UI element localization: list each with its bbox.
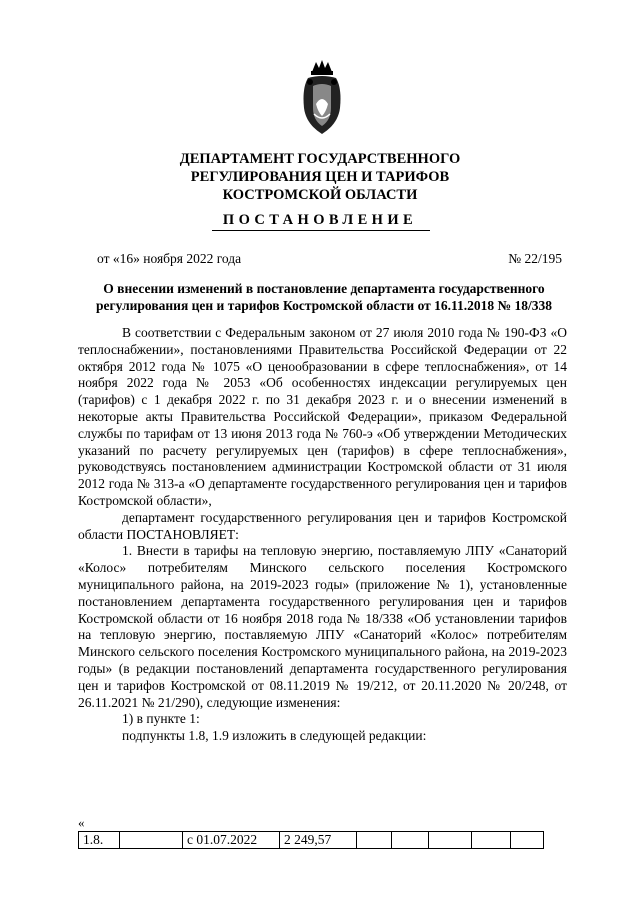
paragraph-subitems-edit: подпункты 1.8, 1.9 изложить в следующей редакции: xyxy=(122,728,427,744)
table-cell xyxy=(120,832,183,849)
org-line-1: ДЕПАРТАМЕНТ ГОСУДАРСТВЕННОГО xyxy=(179,151,461,167)
paragraph-subitem-1: 1) в пункте 1: xyxy=(122,711,200,727)
table-cell xyxy=(511,832,544,849)
document-number: № 22/195 xyxy=(508,251,562,266)
issuing-authority xyxy=(0,150,640,204)
table-cell xyxy=(357,832,392,849)
org-line-3: КОСТРОМСКОЙ ОБЛАСТИ xyxy=(222,187,418,203)
quote-mark: « xyxy=(78,815,85,830)
paragraph-item-1: 1. Внести в тарифы на тепловую энергию, поставляемую ЛПУ «Санаторий «Колос» потребителям Минского сельского поселения Костромского муниципального района, на 2019-2023 годы» (приложение № 1), установленные постановлением департамента государственного регулирования цен и тарифов Костромской области от 16 ноября 2018 года № 18/338 «Об установлении тарифов на тепловую энергию, поставляемую ЛПУ «Санаторий «Колос» потребителям Минского сельского поселения Костромского муниципального района, на 2019-2023 годы» (в редакции постановлений департамента государственного регулирования цен и тарифов Костромской от 08.11.2019 № 19/212, от 20.11.2020 № 20/248, от 26.11.2021 № 21/290), следующие изменения: xyxy=(78,543,567,710)
table-cell xyxy=(392,832,429,849)
document-body xyxy=(78,325,567,745)
table-row xyxy=(79,832,544,849)
title-line-2: регулирования цен и тарифов Костромской области от 16.11.2018 № 18/338 xyxy=(96,298,552,313)
document-title xyxy=(80,280,568,314)
document-type: ПОСТАНОВЛЕНИЕ xyxy=(222,212,418,228)
paragraph-resolves: департамент государственного регулирования цен и тарифов Костромской области ПОСТАНОВЛЯЕТ: xyxy=(78,509,567,542)
table-cell: 1.8. xyxy=(79,832,120,849)
table-cell xyxy=(429,832,472,849)
coat-of-arms-icon xyxy=(300,58,344,138)
tariff-table xyxy=(78,831,544,849)
coat-of-arms-emblem xyxy=(300,58,344,138)
title-line-1: О внесении изменений в постановление департамента государственного xyxy=(103,281,545,296)
table-cell xyxy=(472,832,511,849)
heading-underline xyxy=(212,230,430,231)
document-date: от «16» ноября 2022 года xyxy=(97,251,242,266)
org-line-2: РЕГУЛИРОВАНИЯ ЦЕН И ТАРИФОВ xyxy=(190,169,450,185)
table-cell: 2 249,57 xyxy=(280,832,357,849)
paragraph-legal-basis: В соответствии с Федеральным законом от 27 июля 2010 года № 190-ФЗ «О теплоснабжении», постановлениями Правительства Российской Федерации от 22 октября 2012 года № 1075 «О ценообразовании в сфере теплоснабжения», от 14 ноября 2022 года № 2053 «Об особенностях индексации регулируемых цен (тарифов) с 1 декабря 2022 г. по 31 декабря 2023 г. и о внесении изменений в некоторые акты Правительства Российской Федерации», приказом Федеральной службы по тарифам от 13 июня 2013 года № 760-э «Об утверждении Методических указаний по расчету регулируемых цен (тарифов) в сфере теплоснабжения», руководствуясь постановлением администрации Костромской области от 31 июля 2012 года № 313-а «О департаменте государственного регулирования цен и тарифов Костромской области», xyxy=(78,325,567,508)
table-cell: с 01.07.2022 xyxy=(183,832,280,849)
